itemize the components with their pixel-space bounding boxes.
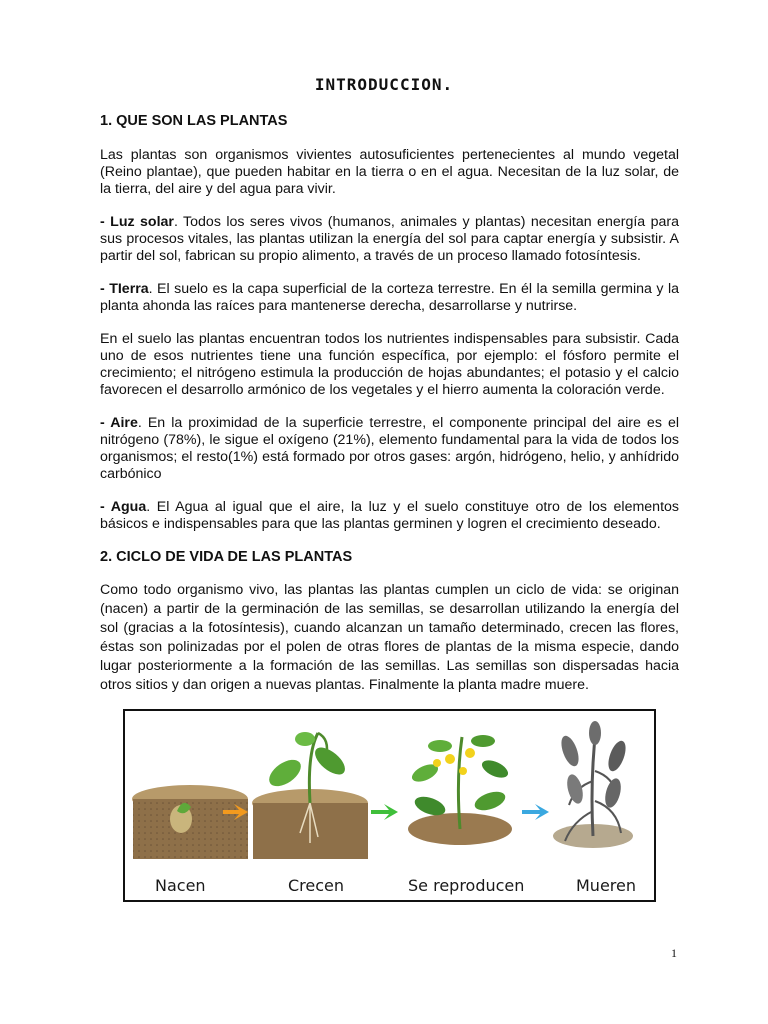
tierra-label: - TIerra bbox=[100, 281, 149, 297]
arrow-icon-2 bbox=[371, 804, 398, 820]
section2-text: Como todo organismo vivo, las plantas las plantas cumplen un ciclo de vida: se originan (nacen) a partir de la germinación de las semillas, se desarrollan utilizando la energía del sol (gracias a la fotosíntesis), cuando alcanzan un tamaño determinado, crecen las flores, éstas son polinizadas por el polen de otras flores de plantas de la misma especie, dando lugar posteriormente a la formación de las semillas. Las semillas son dispersadas hacia otros sitios y dan origen a nuevas plantas. Finalmente la planta madre muere. bbox=[100, 582, 679, 693]
se-reproducen-illustration bbox=[408, 735, 512, 845]
luz-solar-label: - Luz solar bbox=[100, 214, 174, 230]
aire-label: - Aire bbox=[100, 415, 138, 431]
suelo-paragraph: En el suelo las plantas encuentran todos los nutrientes indispensables para subsistir. Cada uno de esos nutrientes tiene una función específica, por ejemplo: el fósforo permite el crecimiento; el nitrógeno estimula la producción de hojas abundantes; el potasio y el calcio favorecen el desarrollo armónico de los vegetales y el hierro aumenta la coloración verde. bbox=[100, 331, 679, 398]
page-number: 1 bbox=[671, 946, 677, 960]
stage-label-nacen: Nacen bbox=[155, 876, 206, 895]
luz-solar-text: . Todos los seres vivos (humanos, animales y plantas) necesitan energía para sus procesos vitales, las plantas utilizan la energía del sol para captar energía y subsistir. A partir del sol, fabrican su propio alimento, a través de un proceso llamado fotosíntesis. bbox=[100, 214, 679, 264]
tierra-text: . El suelo es la capa superficial de la corteza terrestre. En él la semilla germina y la planta ahonda las raíces para mantenerse derecha, desarrollarse y nutrirse. bbox=[100, 281, 679, 314]
agua-text: . El Agua al igual que el aire, la luz y el suelo constituye otro de los elementos básicos e indispensables para que las plantas germinen y logren el crecimiento deseado. bbox=[100, 499, 679, 532]
aire-paragraph bbox=[100, 415, 679, 483]
stage-label-se-reproducen: Se reproducen bbox=[408, 876, 525, 895]
arrow-icon-3 bbox=[522, 804, 549, 820]
mueren-illustration bbox=[553, 721, 633, 848]
aire-text: . En la proximidad de la superficie terrestre, el componente principal del aire es el nitrógeno (78%), le sigue el oxígeno (21%), elemento fundamental para la vida de todos los organismos; el resto(1%) está formado por otros gases: argón, hidrógeno, helio, y anhídrido carbónico bbox=[100, 415, 679, 482]
agua-paragraph bbox=[100, 499, 679, 533]
crecen-illustration bbox=[252, 732, 368, 859]
life-cycle-illustration bbox=[125, 711, 654, 900]
tierra-paragraph bbox=[100, 281, 679, 315]
section1-intro: Las plantas son organismos vivientes autosuficientes pertenecientes al mundo vegetal (Reino plantae), que pueden habitar en la tierra o en el agua. Necesitan de la luz solar, de la tierra, del aire y del agua para vivir. bbox=[100, 147, 679, 197]
stage-label-crecen: Crecen bbox=[288, 876, 345, 895]
section2-heading: 2. CICLO DE VIDA DE LAS PLANTAS bbox=[100, 549, 353, 565]
stage-label-mueren: Mueren bbox=[576, 876, 636, 895]
page-title: INTRODUCCION. bbox=[314, 75, 454, 94]
plant-life-cycle-figure bbox=[123, 709, 656, 902]
nacen-illustration bbox=[132, 785, 248, 859]
luz-solar-paragraph bbox=[100, 214, 679, 265]
agua-label: - Agua bbox=[100, 499, 147, 515]
section1-heading: 1. QUE SON LAS PLANTAS bbox=[100, 113, 288, 129]
